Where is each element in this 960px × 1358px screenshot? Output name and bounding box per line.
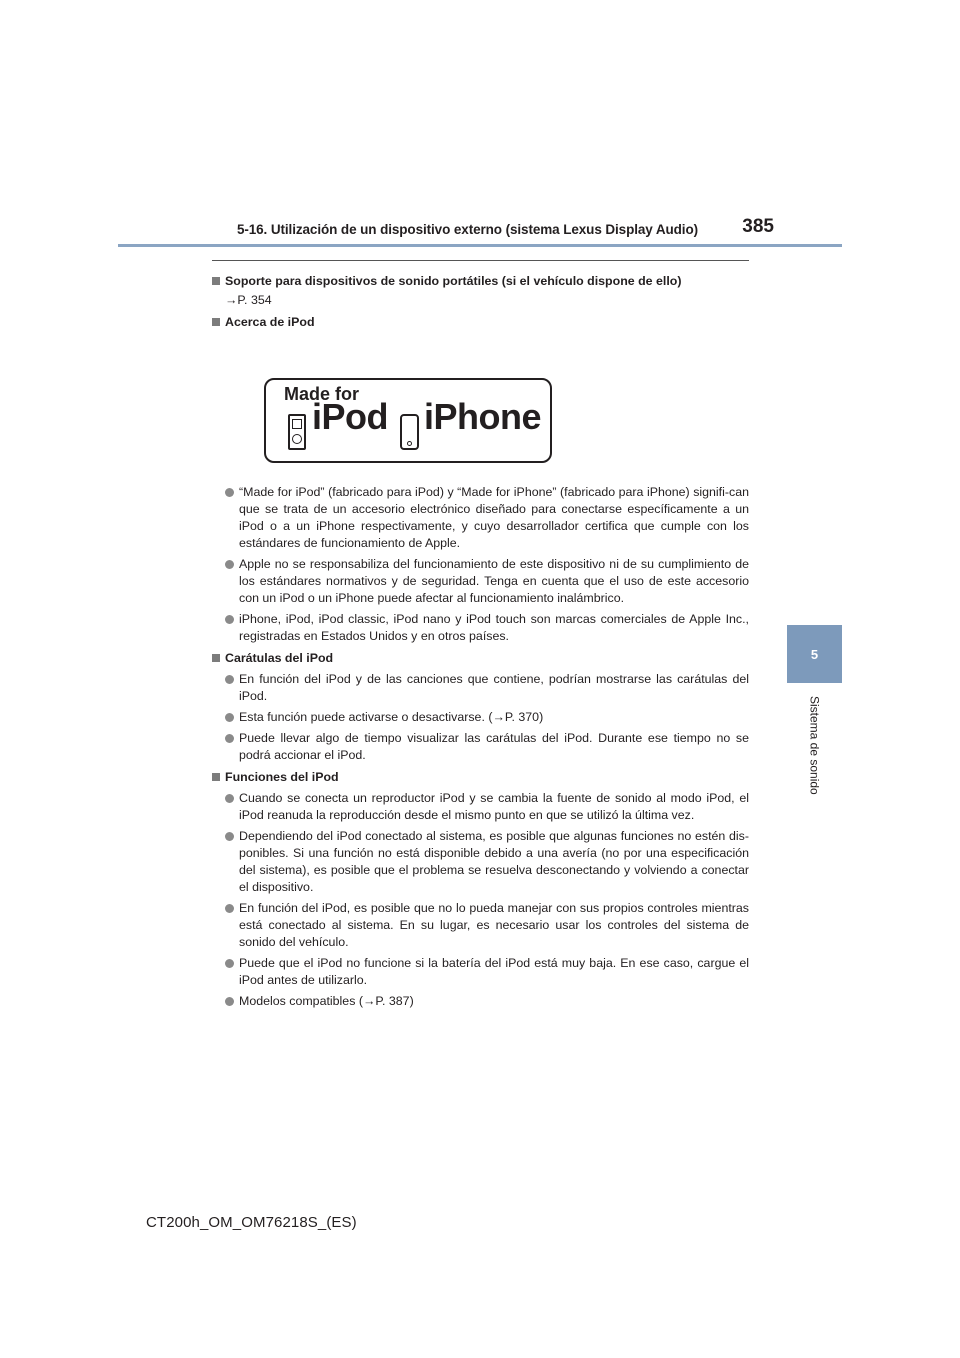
list-item: Cuando se conecta un reproductor iPod y se cambia la fuente de sonido al modo iPod, el iPod reanuda la reproducción desde el mismo punto en que se utilizó la última vez.	[212, 790, 749, 824]
list-item: Modelos compatibles (→P. 387)	[212, 993, 749, 1010]
list-item: iPhone, iPod, iPod classic, iPod nano y iPod touch son marcas comerciales de Apple Inc., registradas en Estados Unidos y en otros países.	[212, 611, 749, 645]
square-bullet-icon	[212, 773, 220, 781]
square-bullet-icon	[212, 277, 220, 285]
list-item: Puede llevar algo de tiempo visualizar las carátulas del iPod. Durante ese tiempo no se podrá accionar el iPod.	[212, 730, 749, 764]
section-heading-artwork: Carátulas del iPod	[212, 650, 749, 667]
round-bullet-icon	[225, 832, 234, 841]
chapter-label-text: Sistema de sonido	[807, 695, 822, 795]
chapter-label	[787, 690, 842, 800]
content-rule	[212, 260, 749, 261]
iphone-device-icon	[400, 414, 419, 450]
round-bullet-icon	[225, 675, 234, 684]
round-bullet-icon	[225, 713, 234, 722]
list-item: Dependiendo del iPod conectado al sistema, es posible que algunas funciones no estén dis-ponibles. Si una función no está disponible debido a una avería (no por una especificación del sistema), es posible que el problema se resuelva desconectando y volviendo a conectar el dispositivo.	[212, 828, 749, 896]
list-item: Puede que el iPod no funcione si la batería del iPod está muy baja. En ese caso, cargue el iPod antes de utilizarlo.	[212, 955, 749, 989]
list-item: Apple no se responsabiliza del funcionamiento de este dispositivo ni de su cumplimiento de los estándares normativos y de seguridad. Tenga en cuenta que el uso de este accesorio con un iPod o un iPhone puede afectar al funcionamiento inalámbrico.	[212, 556, 749, 607]
logo-made-for: Made for	[284, 384, 360, 404]
list-item: En función del iPod y de las canciones que contiene, podrían mostrarse las carátulas del iPod.	[212, 671, 749, 705]
round-bullet-icon	[225, 734, 234, 743]
header-rule	[118, 244, 842, 247]
round-bullet-icon	[225, 615, 234, 624]
page-reference: →P. 354	[225, 293, 272, 307]
chapter-tab	[787, 625, 842, 683]
header-title: 5-16. Utilización de un dispositivo externo (sistema Lexus Display Audio)	[236, 222, 698, 237]
round-bullet-icon	[225, 794, 234, 803]
list-item: Esta función puede activarse o desactivarse. (→P. 370)	[212, 709, 749, 726]
list-item: “Made for iPod” (fabricado para iPod) y “Made for iPhone” (fabricado para iPhone) signifi-can que se trata de un accesorio electrónico diseñado para conectarse específicamente a un iPod o a un iPhone respectivamente, y cuyo desarrollador certifica que cumple con los estándares de funcionamiento de Apple.	[212, 484, 749, 552]
square-bullet-icon	[212, 654, 220, 662]
chapter-number: 5	[810, 646, 819, 662]
square-bullet-icon	[212, 318, 220, 326]
page-number: 385	[742, 216, 774, 237]
section-heading-support: Soporte para dispositivos de sonido portátiles (si el vehículo dispone de ello)	[212, 273, 749, 290]
list-item: En función del iPod, es posible que no lo pueda manejar con sus propios controles mientras está conectado al sistema. En su lugar, es necesario usar los controles del sistema de sonido del vehículo.	[212, 900, 749, 951]
logo-ipod: iPod	[312, 396, 388, 437]
logo-iphone: iPhone	[424, 396, 542, 437]
round-bullet-icon	[225, 488, 234, 497]
round-bullet-icon	[225, 560, 234, 569]
made-for-ipod-iphone-logo	[264, 378, 552, 463]
round-bullet-icon	[225, 959, 234, 968]
section-heading-about-ipod: Acerca de iPod	[212, 314, 749, 331]
page-content	[212, 268, 749, 1010]
round-bullet-icon	[225, 904, 234, 913]
ipod-device-icon	[288, 414, 306, 450]
document-code: CT200h_OM_OM76218S_(ES)	[146, 1214, 357, 1231]
section-heading-functions: Funciones del iPod	[212, 769, 749, 786]
round-bullet-icon	[225, 997, 234, 1006]
